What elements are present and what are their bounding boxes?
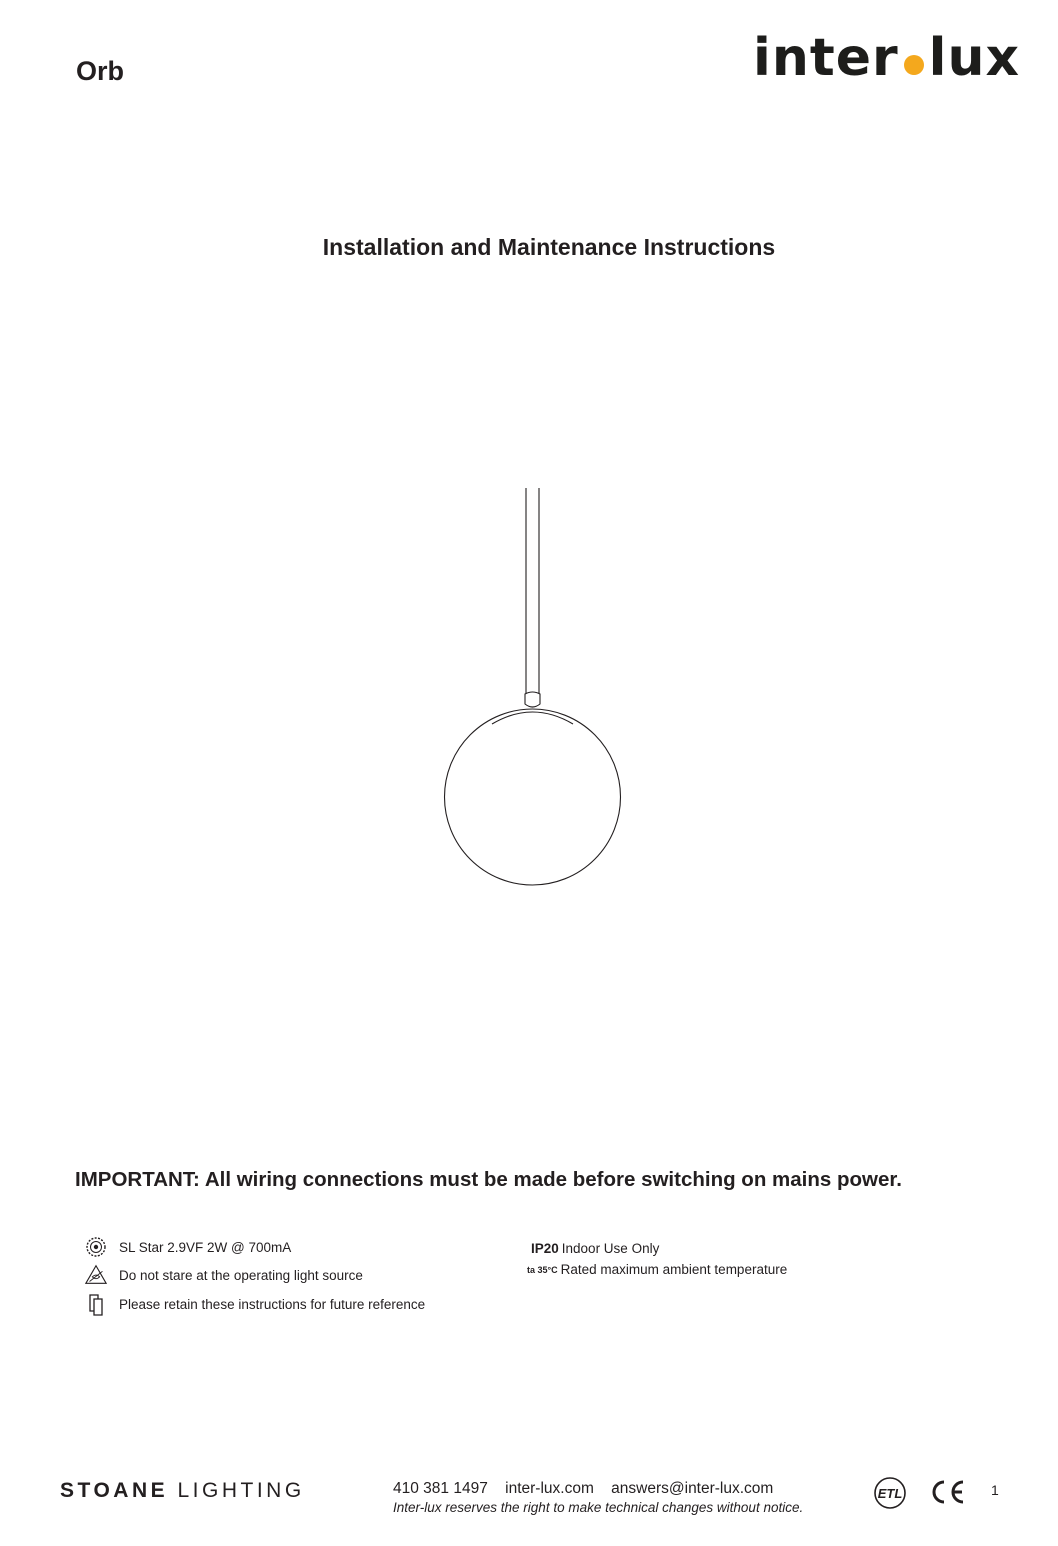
spec-ambient-temperature — [527, 1262, 787, 1277]
led-chip-icon — [84, 1235, 108, 1259]
brand-logo — [753, 26, 1020, 90]
ce-certification-icon — [928, 1478, 968, 1511]
company-name-light: LIGHTING — [177, 1479, 305, 1502]
phone-number: 410 381 1497 — [393, 1480, 488, 1497]
spec-text: Rated maximum ambient temperature — [560, 1262, 788, 1277]
brand-logo-left: inter — [753, 28, 899, 88]
spec-text: Please retain these instructions for future reference — [119, 1296, 426, 1312]
product-name: Orb — [76, 56, 125, 86]
no-stare-icon — [84, 1263, 108, 1287]
spec-text: SL Star 2.9VF 2W @ 700mA — [119, 1239, 292, 1255]
stoane-lighting-logo — [60, 1479, 305, 1503]
retain-instructions-icon — [84, 1292, 108, 1316]
spec-ip-rating — [531, 1241, 659, 1256]
pendant-orb-lamp-drawing — [440, 486, 630, 901]
spec-text: Do not stare at the operating light source — [119, 1267, 363, 1283]
contact-info — [393, 1480, 786, 1498]
important-notice: IMPORTANT: All wiring connections must be made before switching on mains power. — [75, 1168, 902, 1191]
spec-retain-instructions — [84, 1292, 425, 1316]
website-link[interactable]: inter-lux.com — [505, 1480, 594, 1497]
spec-led-source — [84, 1235, 291, 1259]
spec-no-stare — [84, 1263, 363, 1287]
brand-dot-icon — [904, 55, 924, 75]
svg-text:ETL: ETL — [877, 1486, 903, 1501]
email-link[interactable]: answers@inter-lux.com — [611, 1480, 774, 1497]
brand-logo-right: lux — [928, 28, 1021, 88]
disclaimer: Inter-lux reserves the right to make technical changes without notice. — [393, 1500, 804, 1515]
ip-rating-code: IP20 — [531, 1241, 559, 1256]
spec-text: Indoor Use Only — [561, 1241, 660, 1256]
ambient-temperature-code: ta 35°C — [527, 1264, 558, 1275]
page-number: 1 — [991, 1482, 999, 1498]
etl-certification-icon — [872, 1476, 908, 1515]
company-name-bold: STOANE — [60, 1479, 169, 1502]
document-title: Installation and Maintenance Instructions — [322, 234, 776, 260]
